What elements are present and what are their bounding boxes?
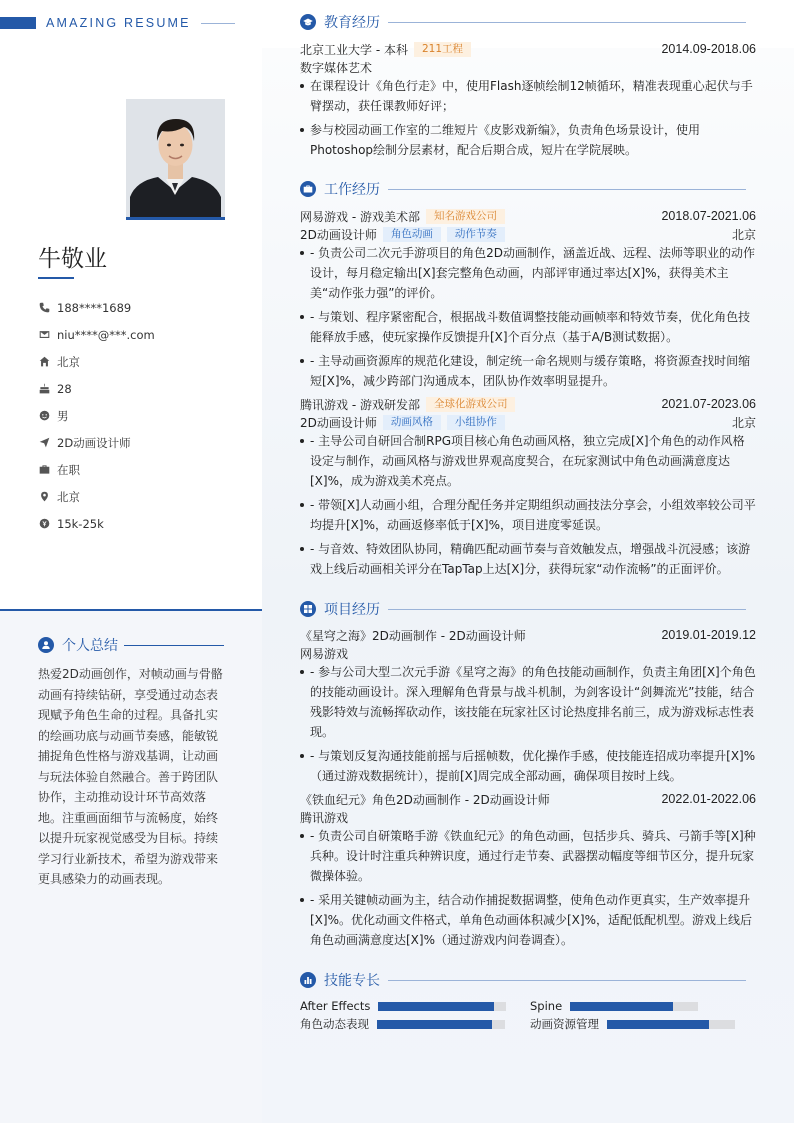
- education-major-row: [300, 58, 756, 76]
- location-icon: [38, 491, 50, 503]
- job-2-dates: 2021.07-2023.06: [661, 397, 756, 411]
- list-item: - 负责公司自研策略手游《铁血纪元》的角色动画，包括步兵、骑兵、弓箭手等[X]种兵种。设计时注重兵种辨识度，通过行走节奏、武器摆动幅度等细节区分，提升玩家微操体验。: [300, 826, 756, 886]
- list-item: - 与策划反复沟通技能前摇与后摇帧数，优化操作手感，使技能连招成功率提升[X]%（通过游戏数据统计），提前[X]周完成全部动画，确保项目按时上线。: [300, 746, 756, 786]
- phone-icon: [38, 302, 50, 314]
- education-school-row: [300, 40, 756, 58]
- info-email-text: niu****@***.com: [57, 327, 155, 342]
- info-age-text: 28: [57, 381, 72, 396]
- skills-header: [300, 970, 756, 990]
- education-major: 数字媒体艺术: [300, 60, 373, 75]
- send-icon: [38, 437, 50, 449]
- job-1-dates: 2018.07-2021.06: [661, 209, 756, 223]
- education-dates: 2014.09-2018.06: [661, 42, 756, 56]
- project-2-dates: 2022.01-2022.06: [661, 792, 756, 806]
- job-2-skill-tag: 小组协作: [447, 415, 505, 430]
- skill-bar-fill: [377, 1020, 492, 1029]
- profile-photo: [126, 99, 225, 220]
- list-item: - 采用关键帧动画为主，结合动作捕捉数据调整，使角色动作更真实，生产效率提升[X]%。优化动画文件格式，单角色动画体积减少[X]%，适配低配机型。游戏上线后角色动画满意度达[X]%（通过游戏内问卷调查）。: [300, 890, 756, 950]
- candidate-name: 牛敬业: [38, 246, 107, 272]
- job-1-bullets: [300, 243, 756, 395]
- skill-name: Spine: [530, 999, 563, 1013]
- skills-title-line: [388, 980, 746, 981]
- skill-bar: [570, 1002, 698, 1011]
- summary-panel: [0, 609, 262, 1123]
- cake-icon: [38, 383, 50, 395]
- summary-header: [38, 635, 224, 655]
- list-item: 在课程设计《角色行走》中，使用Flash逐帧绘制12帧循环，精准表现重心起伏与手臂摆动，获任课教师好评；: [300, 76, 756, 116]
- project-2-bullets: [300, 826, 756, 954]
- project-1-name: 《星穹之海》2D动画制作 - 2D动画设计师: [300, 628, 526, 643]
- education-header: [300, 12, 756, 32]
- list-item: - 带领[X]人动画小组，合理分配任务并定期组织动画技法分享会，小组效率较公司平均提升[X]%，动画返修率低于[X]%，项目进度零延误。: [300, 495, 756, 535]
- brand-bar: [0, 17, 36, 29]
- info-salary: [38, 510, 248, 537]
- info-phone: [38, 294, 248, 321]
- project-1-bullets: [300, 662, 756, 790]
- education-title-line: [388, 22, 746, 23]
- info-gender: [38, 402, 248, 429]
- name-underline: [38, 277, 74, 279]
- info-home: [38, 348, 248, 375]
- education-tag: 211工程: [414, 42, 471, 57]
- summary-title-line: [124, 645, 224, 646]
- brand-text: AMAZING RESUME: [46, 16, 191, 30]
- brand-header: [0, 16, 235, 30]
- skill-item: [530, 998, 698, 1014]
- skill-name: 动画资源管理: [530, 1017, 599, 1031]
- job-2-role-row: [300, 413, 756, 431]
- project-1-dates: 2019.01-2019.12: [661, 628, 756, 642]
- skill-item: [300, 1016, 505, 1032]
- job-2-city: 北京: [731, 415, 756, 430]
- brand-line: [201, 23, 235, 24]
- list-item: - 主导公司自研回合制RPG项目核心角色动画风格，独立完成[X]个角色的动作风格设定与制作，动画风格与游戏世界观高度契合，在玩家测试中角色动画满意度达[X]%，成为游戏美术亮点。: [300, 431, 756, 491]
- graduation-cap-icon: [300, 14, 316, 30]
- list-item: - 负责公司二次元手游项目的角色2D动画制作，涵盖近战、远程、法师等职业的动作设计，每月稳定输出[X]套完整角色动画，内部评审通过率达[X]%，获得美术主美“动作张力强”的评价。: [300, 243, 756, 303]
- skill-bar: [377, 1020, 505, 1029]
- project-1-company: 网易游戏: [300, 646, 349, 661]
- projects-header: [300, 599, 756, 619]
- info-age: [38, 375, 248, 402]
- info-email: [38, 321, 248, 348]
- skill-item: [530, 1016, 735, 1032]
- mail-icon: [38, 329, 50, 341]
- job-2-company-row: [300, 395, 756, 413]
- job-2-company: 腾讯游戏 - 游戏研发部: [300, 397, 420, 412]
- info-salary-text: 15k-25k: [57, 516, 104, 531]
- briefcase-section-icon: [300, 181, 316, 197]
- education-school: 北京工业大学 - 本科: [300, 42, 408, 57]
- education-title: 教育经历: [324, 15, 380, 31]
- list-item: - 与音效、特效团队协同，精确匹配动画节奏与音效触发点，增强战斗沉浸感；该游戏上线后动画相关评分在TapTap上达[X]分，获得玩家“动作流畅”的正面评价。: [300, 539, 756, 579]
- contact-info: [38, 294, 248, 537]
- project-2-row: [300, 790, 756, 808]
- job-1-role-row: [300, 225, 756, 243]
- user-icon: [38, 637, 54, 653]
- home-icon: [38, 356, 50, 368]
- salary-icon: [38, 518, 50, 530]
- info-location-text: 北京: [57, 489, 80, 504]
- info-phone-text: 188****1689: [57, 300, 132, 315]
- job-1-role: 2D动画设计师: [300, 227, 377, 242]
- bar-chart-icon: [300, 972, 316, 988]
- work-title: 工作经历: [324, 182, 380, 198]
- job-1-company: 网易游戏 - 游戏美术部: [300, 209, 420, 224]
- skill-bar-fill: [378, 1002, 493, 1011]
- skill-item: [300, 998, 506, 1014]
- briefcase-icon: [38, 464, 50, 476]
- gender-icon: [38, 410, 50, 422]
- project-2-name: 《铁血纪元》角色2D动画制作 - 2D动画设计师: [300, 792, 550, 807]
- job-1-skill-tag: 角色动画: [383, 227, 441, 242]
- info-position-text: 2D动画设计师: [57, 435, 131, 450]
- info-status: [38, 456, 248, 483]
- info-location: [38, 483, 248, 510]
- education-bullets: [300, 76, 756, 164]
- job-1-company-row: [300, 207, 756, 225]
- info-gender-text: 男: [57, 408, 69, 423]
- job-2-tag: 全球化游戏公司: [426, 397, 516, 412]
- list-item: - 与策划、程序紧密配合，根据战斗数值调整技能动画帧率和特效节奏，优化角色技能释放手感，使玩家操作反馈提升[X]个百分点（基于A/B测试数据）。: [300, 307, 756, 347]
- skill-bar-fill: [570, 1002, 672, 1011]
- projects-title: 项目经历: [324, 602, 380, 618]
- projects-title-line: [388, 609, 746, 610]
- job-2-role: 2D动画设计师: [300, 415, 377, 430]
- project-2-company-row: [300, 808, 756, 826]
- summary-title: 个人总结: [62, 638, 118, 654]
- job-2-skill-tag: 动画风格: [383, 415, 441, 430]
- skill-name: After Effects: [300, 999, 371, 1013]
- job-2-bullets: [300, 431, 756, 583]
- work-header: [300, 179, 756, 199]
- skill-name: 角色动态表现: [300, 1017, 369, 1031]
- work-title-line: [388, 189, 746, 190]
- info-home-text: 北京: [57, 354, 80, 369]
- skill-bar: [378, 1002, 506, 1011]
- project-1-row: [300, 626, 756, 644]
- project-1-company-row: [300, 644, 756, 662]
- skill-bar-fill: [607, 1020, 709, 1029]
- list-item: 参与校园动画工作室的二维短片《皮影戏新编》，负责角色场景设计，使用Photoshop绘制分层素材，配合后期合成，短片在学院展映。: [300, 120, 756, 160]
- job-1-city: 北京: [731, 227, 756, 242]
- project-2-company: 腾讯游戏: [300, 810, 349, 825]
- info-position: [38, 429, 248, 456]
- skill-bar: [607, 1020, 735, 1029]
- list-item: - 主导动画资源库的规范化建设，制定统一命名规则与缓存策略，将资源查找时间缩短[X]%，减少跨部门沟通成本，团队协作效率明显提升。: [300, 351, 756, 391]
- info-status-text: 在职: [57, 462, 80, 477]
- list-item: - 参与公司大型二次元手游《星穹之海》的角色技能动画制作，负责主角团[X]个角色的技能动画设计。深入理解角色背景与战斗机制，为剑客设计“剑舞流光”技能，结合残影特效与流畅挥砍动作，该技能在玩家社区讨论热度排名前三，成为游戏标志性表现。: [300, 662, 756, 742]
- job-1-skill-tag: 动作节奏: [447, 227, 505, 242]
- skills-title: 技能专长: [324, 973, 380, 989]
- left-column: [0, 0, 262, 1123]
- grid-icon: [300, 601, 316, 617]
- summary-text: 热爱2D动画创作，对帧动画与骨骼动画有持续钻研，享受通过动态表现赋予角色生命的过程。具备扎实的绘画功底与动画节奏感，能敏锐捕捉角色性格与游戏基调，让动画与玩法体验自然融合。善于跨团队协作，主动推动设计环节高效落地。注重画面细节与流畅度，始终以提升玩家视觉感受为目标。持续学习行业新技术，希望为游戏带来更具感染力的动画表现。: [38, 667, 223, 886]
- job-1-tag: 知名游戏公司: [426, 209, 505, 224]
